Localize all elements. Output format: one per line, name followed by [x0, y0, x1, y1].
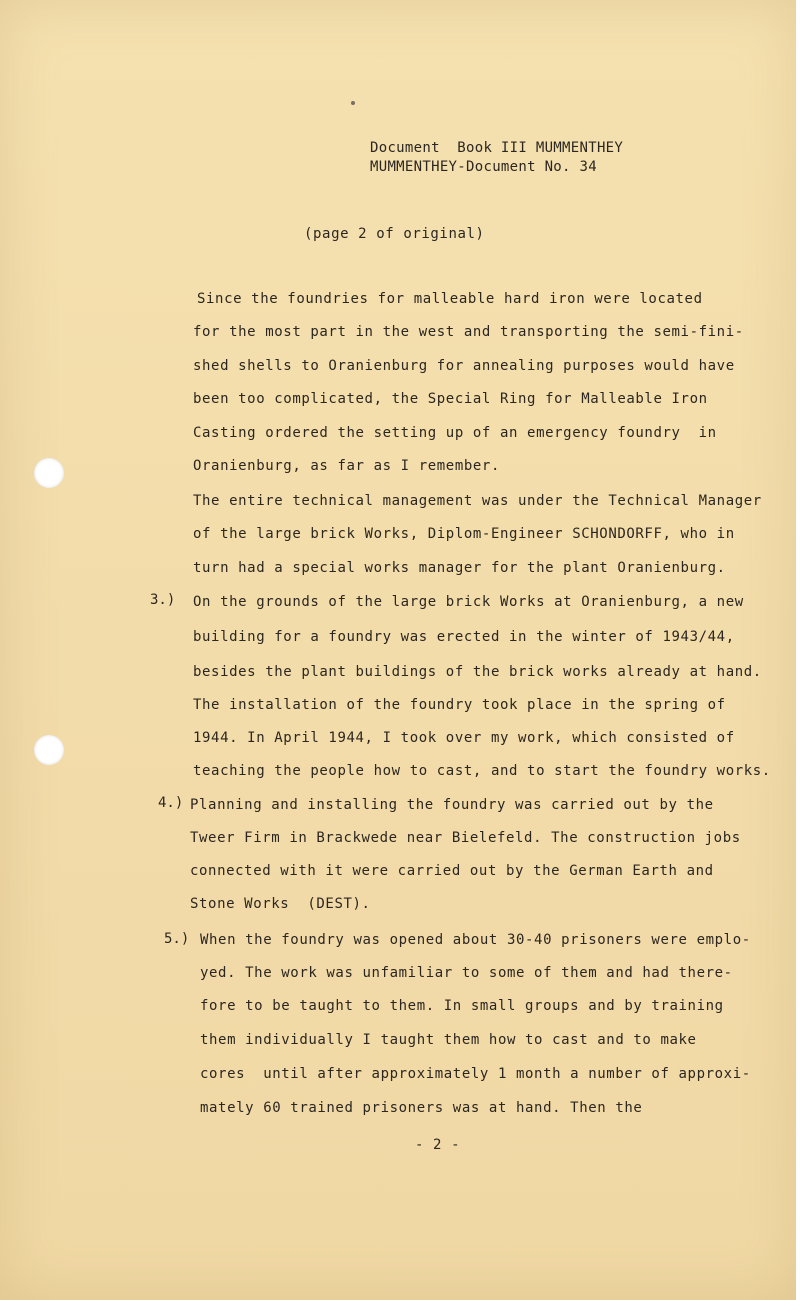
text-line: shed shells to Oranienburg for annealing purposes would have	[193, 358, 735, 374]
text-line: On the grounds of the large brick Works at Oranienburg, a new	[193, 594, 744, 610]
text-line: yed. The work was unfamiliar to some of them and had there-	[200, 965, 733, 981]
text-line: Planning and installing the foundry was carried out by the	[190, 797, 714, 813]
text-line: Tweer Firm in Brackwede near Bielefeld. The construction jobs	[190, 830, 741, 846]
text-line: of the large brick Works, Diplom-Engineer SCHONDORFF, who in	[193, 526, 735, 542]
punch-hole-lower	[34, 735, 64, 765]
text-line: teaching the people how to cast, and to start the foundry works.	[193, 763, 771, 779]
text-line: Casting ordered the setting up of an emergency foundry in	[193, 425, 717, 441]
text-line: The installation of the foundry took place in the spring of	[193, 697, 726, 713]
paragraph-number-5: 5.)	[164, 931, 190, 947]
page-subtitle: (page 2 of original)	[304, 226, 485, 242]
header-line-2: MUMMENTHEY-Document No. 34	[370, 159, 597, 175]
text-line: building for a foundry was erected in the winter of 1943/44,	[193, 629, 735, 645]
paragraph-number-3: 3.)	[150, 592, 176, 608]
text-line: besides the plant buildings of the brick works already at hand.	[193, 664, 762, 680]
page-number-footer: - 2 -	[415, 1137, 461, 1153]
header-line-1: Document Book III MUMMENTHEY	[370, 140, 624, 156]
text-line: cores until after approximately 1 month a number of approxi-	[200, 1066, 751, 1082]
text-line: them individually I taught them how to cast and to make	[200, 1032, 697, 1048]
text-line: been too complicated, the Special Ring for Malleable Iron	[193, 391, 708, 407]
text-line: Since the foundries for malleable hard iron were located	[197, 291, 703, 307]
paper-speck	[351, 101, 355, 105]
text-line: mately 60 trained prisoners was at hand. Then the	[200, 1100, 643, 1116]
text-line: for the most part in the west and transporting the semi-fini-	[193, 324, 744, 340]
text-line: The entire technical management was under the Technical Manager	[193, 493, 762, 509]
punch-hole-upper	[34, 458, 64, 488]
text-line: Stone Works (DEST).	[190, 896, 371, 912]
text-line: connected with it were carried out by the German Earth and	[190, 863, 714, 879]
paper-edge	[796, 0, 800, 1300]
text-line: fore to be taught to them. In small groups and by training	[200, 998, 724, 1014]
text-line: When the foundry was opened about 30-40 prisoners were emplo-	[200, 932, 751, 948]
text-line: Oranienburg, as far as I remember.	[193, 458, 500, 474]
text-line: turn had a special works manager for the plant Oranienburg.	[193, 560, 726, 576]
text-line: 1944. In April 1944, I took over my work, which consisted of	[193, 730, 735, 746]
paragraph-number-4: 4.)	[158, 795, 184, 811]
